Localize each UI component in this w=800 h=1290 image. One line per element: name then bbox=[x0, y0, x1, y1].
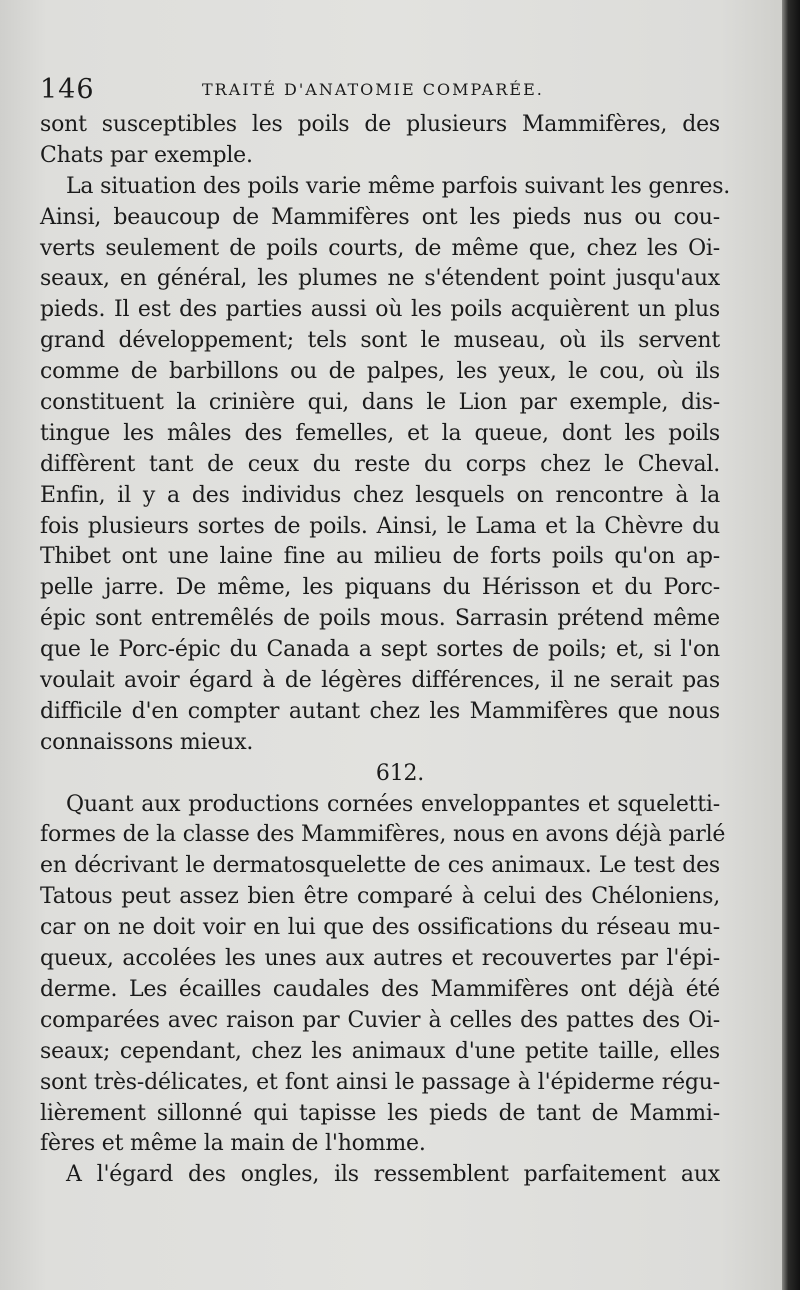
text-line: car on ne doit voir en lui que des ossifications du réseau mu- bbox=[40, 915, 720, 941]
running-title: TRAITÉ D'ANATOMIE COMPARÉE. bbox=[202, 80, 544, 99]
text-line: tingue les mâles des femelles, et la queue, dont les poils bbox=[40, 420, 720, 446]
text-line: épic sont entremêlés de poils mous. Sarrasin prétend même bbox=[40, 606, 720, 632]
text-line: queux, accolées les unes aux autres et recouvertes par l'épi- bbox=[40, 946, 720, 972]
text-line: que le Porc-épic du Canada a sept sortes de poils; et, si l'on bbox=[40, 637, 720, 663]
body-text bbox=[40, 110, 731, 1191]
text-line: La situation des poils varie même parfois suivant les genres. bbox=[66, 173, 731, 199]
text-line: Tatous peut assez bien être comparé à celui des Chéloniens, bbox=[40, 884, 720, 910]
text-line: diffèrent tant de ceux du reste du corps chez le Cheval. bbox=[40, 451, 720, 477]
text-line: constituent la crinière qui, dans le Lion par exemple, dis- bbox=[40, 390, 720, 416]
text-line: Quant aux productions cornées enveloppantes et squeletti- bbox=[66, 791, 720, 817]
text-line: Ainsi, beaucoup de Mammifères ont les pieds nus ou cou- bbox=[40, 204, 720, 230]
text-line: voulait avoir égard à de légères différences, il ne serait pas bbox=[40, 668, 720, 694]
text-line: connaissons mieux. bbox=[40, 729, 254, 755]
section-number: 612. bbox=[375, 760, 425, 786]
text-line: formes de la classe des Mammifères, nous en avons déjà parlé bbox=[40, 822, 726, 848]
book-binding-edge bbox=[782, 0, 800, 1290]
text-line: verts seulement de poils courts, de même que, chez les Oi- bbox=[40, 235, 720, 261]
text-line: seaux, en général, les plumes ne s'étendent point jusqu'aux bbox=[40, 266, 720, 292]
text-line: derme. Les écailles caudales des Mammifères ont déjà été bbox=[40, 976, 720, 1002]
text-line: Enfin, il y a des individus chez lesquels on rencontre à la bbox=[40, 482, 720, 508]
text-line: sont très-délicates, et font ainsi le passage à l'épiderme régu- bbox=[40, 1069, 720, 1095]
text-line: A l'égard des ongles, ils ressemblent parfaitement aux bbox=[66, 1162, 720, 1188]
text-line: Chats par exemple. bbox=[40, 142, 253, 168]
text-line: en décrivant le dermatosquelette de ces animaux. Le test des bbox=[40, 853, 720, 879]
text-line: seaux; cependant, chez les animaux d'une petite taille, elles bbox=[40, 1038, 720, 1064]
text-line: lièrement sillonné qui tapisse les pieds de tant de Mammi- bbox=[40, 1100, 720, 1126]
text-line: difficile d'en compter autant chez les Mammifères que nous bbox=[40, 698, 720, 724]
text-line: comme de barbillons ou de palpes, les yeux, le cou, où ils bbox=[40, 359, 720, 385]
text-line: fères et même la main de l'homme. bbox=[40, 1131, 426, 1157]
page-header bbox=[40, 74, 720, 104]
text-line: Thibet ont une laine fine au milieu de forts poils qu'on ap- bbox=[40, 544, 720, 570]
text-line: comparées avec raison par Cuvier à celles des pattes des Oi- bbox=[40, 1007, 720, 1033]
text-line: sont susceptibles les poils de plusieurs Mammifères, des bbox=[40, 112, 720, 137]
text-line: pieds. Il est des parties aussi où les poils acquièrent un plus bbox=[40, 297, 720, 323]
text-line: pelle jarre. De même, les piquans du Hérisson et du Porc- bbox=[40, 575, 720, 601]
text-line: fois plusieurs sortes de poils. Ainsi, le Lama et la Chèvre du bbox=[40, 513, 720, 539]
text-line: grand développement; tels sont le museau, où ils servent bbox=[40, 328, 720, 354]
page-number: 146 bbox=[40, 74, 95, 105]
